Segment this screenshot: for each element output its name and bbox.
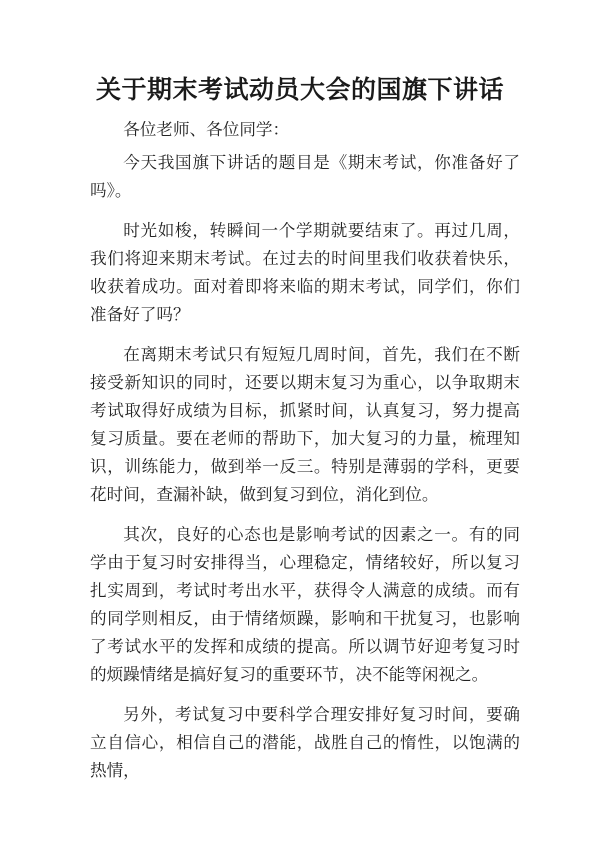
document-title: 关于期末考试动员大会的国旗下讲话 [95,75,504,104]
paragraph-third-point: 另外，考试复习中要科学合理安排好复习时间，要确立自信心，相信自己的潜能，战胜自己的惰性，以饱满的热情， [90,705,520,780]
paragraph-intro: 时光如梭，转瞬间一个学期就要结束了。再过几周，我们将迎来期末考试。在过去的时间里我们收获着快乐，收获着成功。面对着即将来临的期末考试，同学们，你们准备好了吗？ [90,221,520,324]
paragraph-first-point: 在离期末考试只有短短几周时间，首先，我们在不断接受新知识的同时，还要以期末复习为重心，以争取期末考试取得好成绩为目标，抓紧时间，认真复习，努力提高复习质量。要在老师的帮助下，加大复习的力量，梳理知识，训练能力，做到举一反三。特别是薄弱的学科，更要花时间，查漏补缺，做到复习到位，消化到位。 [90,345,520,504]
paragraph-second-point: 其次，良好的心态也是影响考试的因素之一。有的同学由于复习时安排得当，心理稳定，情绪较好，所以复习扎实周到，考试时考出水平，获得令人满意的成绩。而有的同学则相反，由于情绪烦躁，影响和干扰复习，也影响了考试水平的发挥和成绩的提高。所以调节好迎考复习时的烦躁情绪是搞好复习的重要环节，决不能等闲视之。 [90,525,520,684]
greeting-paragraph: 各位老师、各位同学： [123,120,290,139]
paragraph-topic: 今天我国旗下讲话的题目是《期末考试，你准备好了吗》。 [90,153,520,200]
document-body [90,116,520,797]
